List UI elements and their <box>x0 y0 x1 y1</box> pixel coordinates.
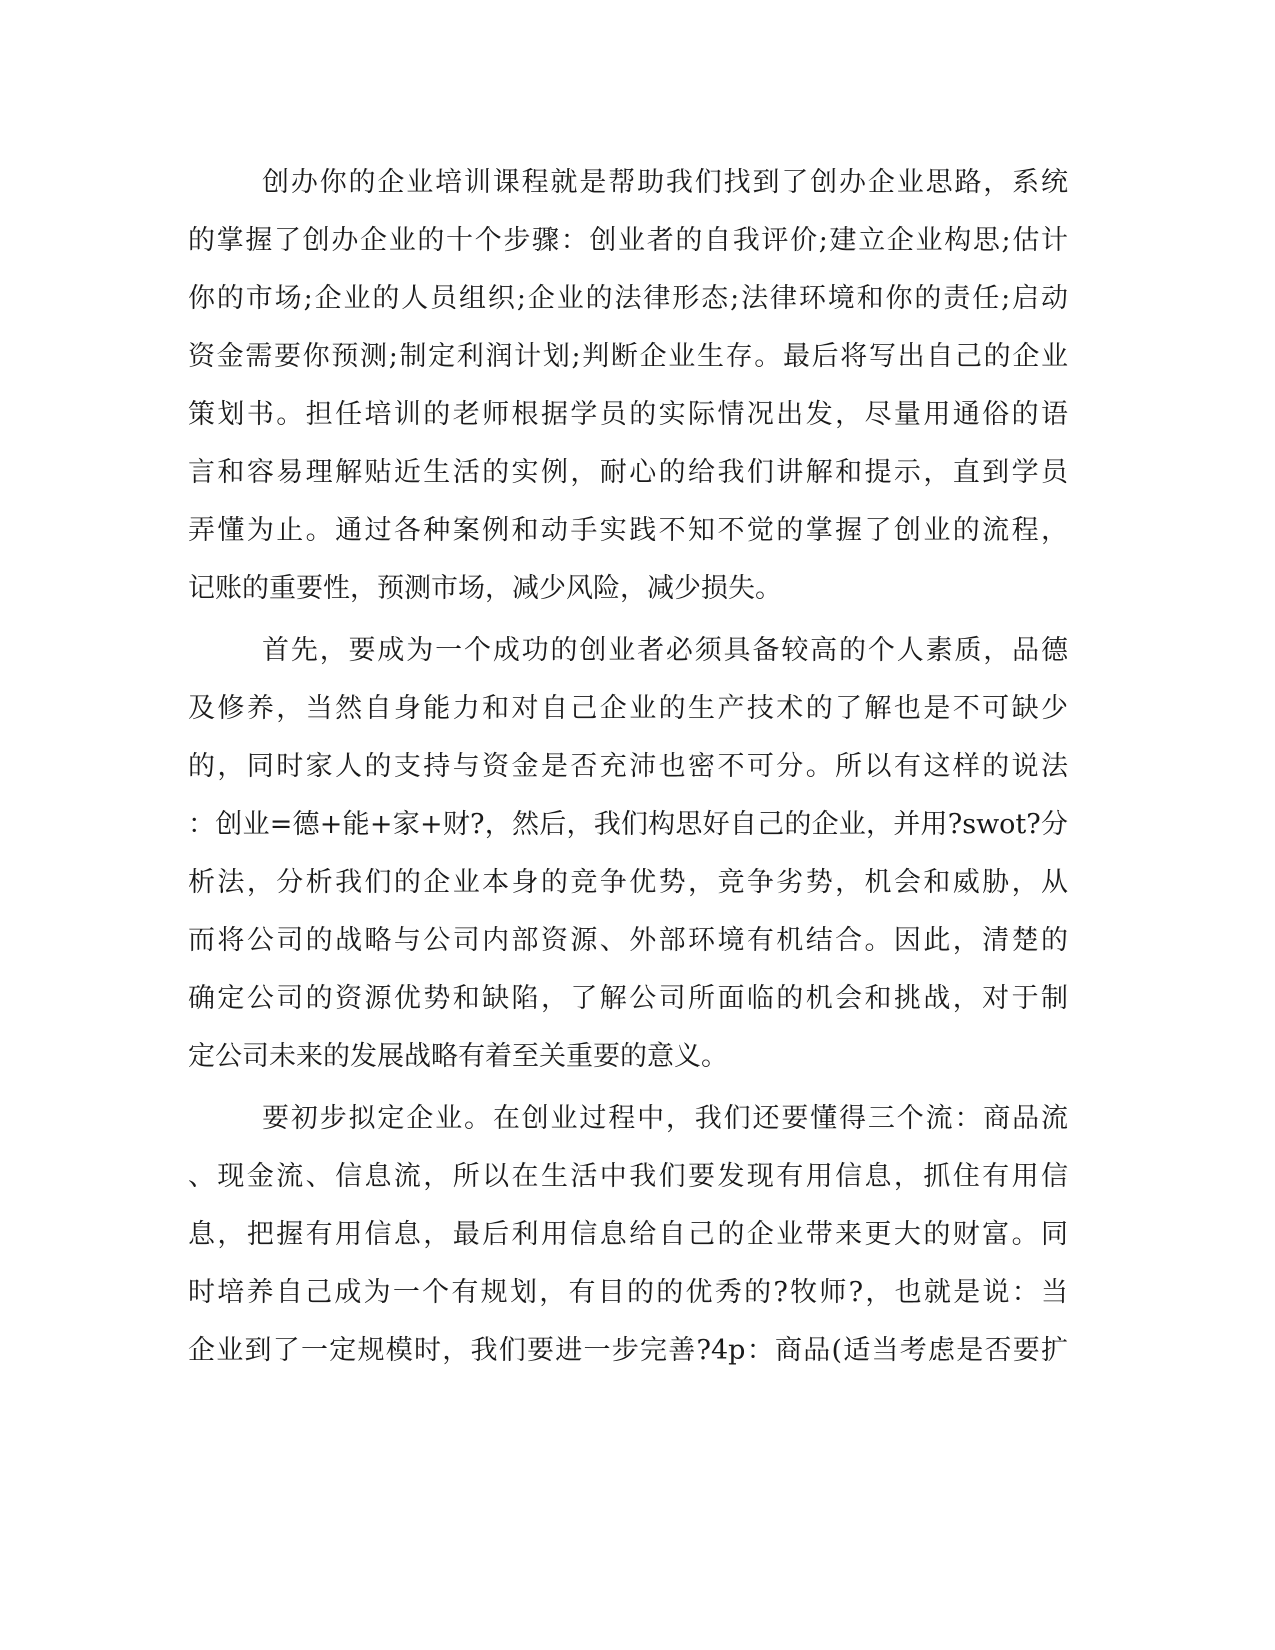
paragraph-1-line-2: 的掌握了创办企业的十个步骤：创业者的自我评价;建立企业构思;估计 <box>188 225 1068 256</box>
paragraph-2-line-5: 析法，分析我们的企业本身的竞争优势，竞争劣势，机会和威胁，从 <box>188 867 1068 898</box>
paragraph-3-line-5: 企业到了一定规模时，我们要进一步完善?4p：商品(适当考虑是否要扩 <box>188 1335 1068 1366</box>
paragraph-2-line-1: 首先，要成为一个成功的创业者必须具备较高的个人素质，品德 <box>262 635 1068 666</box>
paragraph-2-line-8: 定公司未来的发展战略有着至关重要的意义。 <box>188 1041 728 1072</box>
paragraph-1-line-6: 言和容易理解贴近生活的实例，耐心的给我们讲解和提示，直到学员 <box>188 457 1068 488</box>
paragraph-1-line-1: 创办你的企业培训课程就是帮助我们找到了创办企业思路，系统 <box>262 167 1068 198</box>
paragraph-1-line-7: 弄懂为止。通过各种案例和动手实践不知不觉的掌握了创业的流程， <box>188 515 1068 546</box>
paragraph-3-line-1: 要初步拟定企业。在创业过程中，我们还要懂得三个流：商品流 <box>262 1103 1068 1134</box>
paragraph-1-line-3: 你的市场;企业的人员组织;企业的法律形态;法律环境和你的责任;启动 <box>188 283 1068 314</box>
paragraph-2-line-2: 及修养，当然自身能力和对自己企业的生产技术的了解也是不可缺少 <box>188 693 1068 724</box>
paragraph-2-line-4: ：创业=德+能+家+财?，然后，我们构思好自己的企业，并用?swot?分 <box>188 809 1068 840</box>
paragraph-1-line-5: 策划书。担任培训的老师根据学员的实际情况出发，尽量用通俗的语 <box>188 399 1068 430</box>
paragraph-1-line-8: 记账的重要性，预测市场，减少风险，减少损失。 <box>188 573 782 604</box>
paragraph-1-line-4: 资金需要你预测;制定利润计划;判断企业生存。最后将写出自己的企业 <box>188 341 1068 372</box>
paragraph-3-line-4: 时培养自己成为一个有规划，有目的的优秀的?牧师?，也就是说：当 <box>188 1277 1068 1308</box>
paragraph-2-line-7: 确定公司的资源优势和缺陷，了解公司所面临的机会和挑战，对于制 <box>188 983 1068 1014</box>
paragraph-2-line-6: 而将公司的战略与公司内部资源、外部环境有机结合。因此，清楚的 <box>188 925 1068 956</box>
paragraph-2-line-3: 的，同时家人的支持与资金是否充沛也密不可分。所以有这样的说法 <box>188 751 1068 782</box>
paragraph-3-line-2: 、现金流、信息流，所以在生活中我们要发现有用信息，抓住有用信 <box>188 1161 1068 1192</box>
paragraph-3-line-3: 息，把握有用信息，最后利用信息给自己的企业带来更大的财富。同 <box>188 1219 1068 1250</box>
